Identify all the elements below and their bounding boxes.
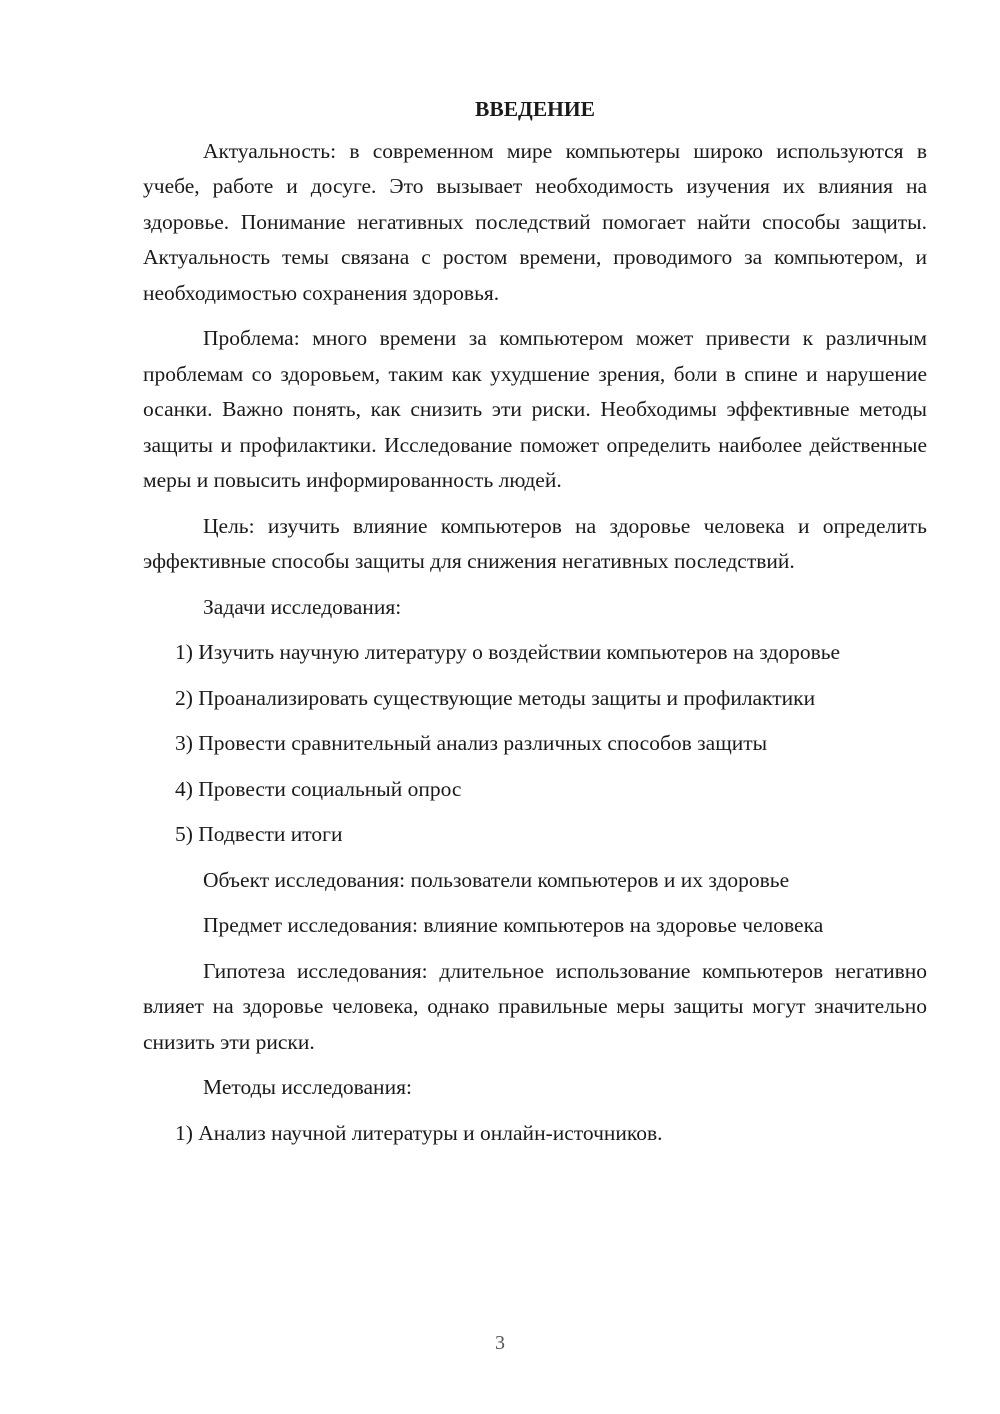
task-item-3: 3) Провести сравнительный анализ различных способов защиты <box>175 731 768 755</box>
page-heading: ВВЕДЕНИЕ <box>475 97 595 121</box>
page-number: 3 <box>495 1332 505 1354</box>
task-item-2: 2) Проанализировать существующие методы защиты и профилактики <box>175 685 816 710</box>
document-page <box>143 92 927 1161</box>
problem-paragraph: Проблема: много времени за компьютером может привести к различным проблемам со здоровьем, таким как ухудшение зрения, боли в спине и нарушение осанки. Важно понять, как снизить эти риски. Необходимы эффективные методы защиты и профилактики. Исследование поможет определить наиболее действенные меры и повысить информированность людей. <box>143 326 927 492</box>
relevance-paragraph: Актуальность: в современном мире компьютеры широко используются в учебе, работе и досуге. Это вызывает необходимость изучения их влияния на здоровье. Понимание негативных последствий помогает найти способы защиты. Актуальность темы связана с ростом времени, проводимого за компьютером, и необходимостью сохранения здоровья. <box>143 138 927 305</box>
method-item-1: 1) Анализ научной литературы и онлайн-источников. <box>175 1120 663 1145</box>
goal-paragraph: Цель: изучить влияние компьютеров на здоровье человека и определить эффективные способы защиты для снижения негативных последствий. <box>143 513 927 573</box>
hypothesis-paragraph: Гипотеза исследования: длительное использование компьютеров негативно влияет на здоровье человека, однако правильные меры защиты могут значительно снизить эти риски. <box>143 958 927 1054</box>
tasks-title: Задачи исследования: <box>203 594 402 619</box>
task-item-4: 4) Провести социальный опрос <box>175 776 462 801</box>
task-item-1: 1) Изучить научную литературу о воздействии компьютеров на здоровье <box>175 640 841 664</box>
object-paragraph: Объект исследования: пользователи компьютеров и их здоровье <box>203 867 790 892</box>
methods-title: Методы исследования: <box>203 1075 412 1099</box>
subject-paragraph: Предмет исследования: влияние компьютеров на здоровье человека <box>203 913 824 937</box>
task-item-5: 5) Подвести итоги <box>175 822 343 846</box>
